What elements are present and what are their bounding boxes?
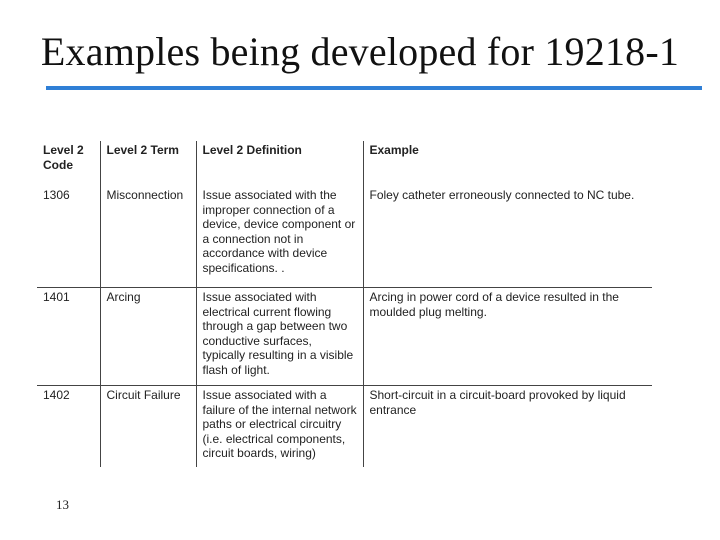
terms-table-container xyxy=(37,141,652,481)
cell-term: Misconnection xyxy=(100,186,196,288)
cell-definition: Issue associated with a failure of the internal network paths or electrical circuitry (i.e. electrical components, circuit boards, wiring) xyxy=(196,386,363,467)
header-term: Level 2 Term xyxy=(100,141,196,186)
page-number: 13 xyxy=(56,497,69,512)
cell-term: Circuit Failure xyxy=(100,386,196,467)
terms-table xyxy=(37,141,652,467)
table-row xyxy=(37,186,652,288)
cell-code: 1402 xyxy=(37,386,100,467)
cell-definition: Issue associated with electrical current flowing through a gap between two conductive surfaces, typically resulting in a visible flash of light. xyxy=(196,288,363,386)
header-example: Example xyxy=(363,141,652,186)
header-code: Level 2 Code xyxy=(43,143,84,172)
header-definition: Level 2 Definition xyxy=(196,141,363,186)
table-row xyxy=(37,386,652,467)
cell-term: Arcing xyxy=(100,288,196,386)
cell-example: Foley catheter erroneously connected to NC tube. xyxy=(363,186,652,288)
table-header-row xyxy=(37,141,652,186)
cell-code: 1306 xyxy=(43,188,70,202)
cell-definition: Issue associated with the improper connection of a device, device component or a connection not in accordance with device specifications. . xyxy=(196,186,363,288)
cell-example: Arcing in power cord of a device resulted in the moulded plug melting. xyxy=(363,288,652,386)
cell-code: 1401 xyxy=(37,288,100,386)
table-row xyxy=(37,288,652,386)
title-underline xyxy=(46,86,702,90)
cell-example: Short-circuit in a circuit-board provoked by liquid entrance xyxy=(363,386,652,467)
slide-title: Examples being developed for 19218-1 xyxy=(40,29,680,74)
